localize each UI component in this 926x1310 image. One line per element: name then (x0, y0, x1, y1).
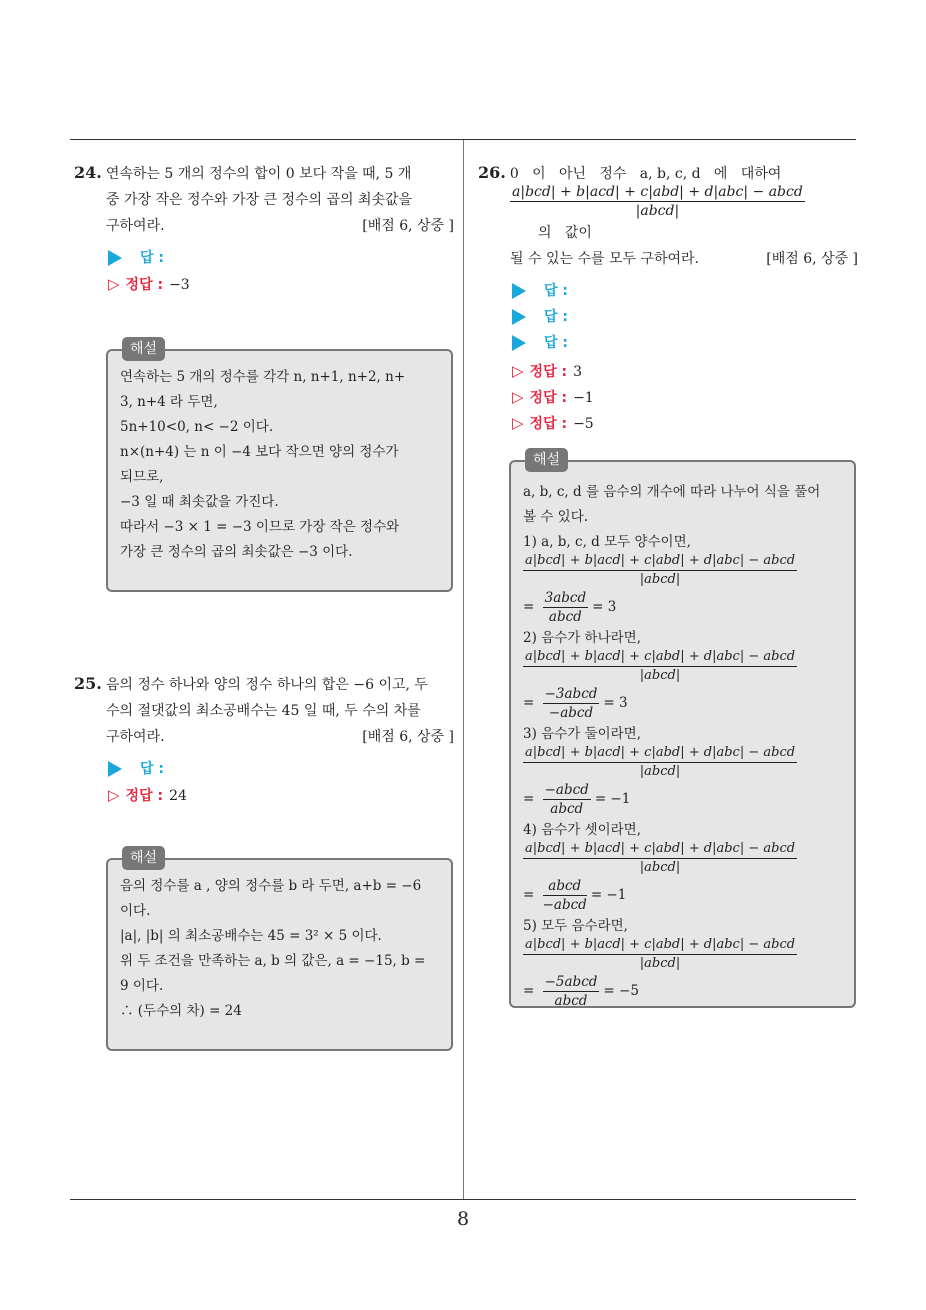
question-line: 구하여라. (106, 729, 165, 745)
case-list (523, 532, 842, 1010)
bottom-rule (70, 1199, 856, 1200)
answer-label: 답 : (544, 309, 568, 325)
explanation-tag: 해설 (525, 448, 568, 472)
correct-answer-row (512, 358, 858, 384)
explain-line: −3 일 때 최솟값을 가진다. (120, 494, 279, 510)
case-general-fraction (523, 648, 842, 685)
question-line: 수의 절댓값의 최소공배수는 45 일 때, 두 수의 차를 (106, 703, 421, 719)
fraction-denominator: |abcd| (639, 860, 681, 875)
case-result: = $\frac{\text{3abcd}}{\text{abcd}}$ = 3 (523, 590, 617, 625)
explanation-tag: 해설 (122, 337, 165, 361)
fraction-denominator: abcd (550, 801, 584, 817)
question-26-line2 (478, 183, 858, 246)
explain-line: 3, n+4 라 두면, (120, 394, 218, 410)
explain-line: 연속하는 5 개의 정수를 각각 n, n+1, n+2, n+ (120, 369, 406, 385)
case-general-fraction (523, 936, 842, 973)
answer-input-row[interactable] (108, 756, 454, 782)
hollow-arrow-icon: ▷ (108, 275, 120, 293)
case-general-fraction (523, 744, 842, 781)
fraction-denominator: −abcd (548, 705, 594, 721)
fraction-denominator: |abcd| (639, 764, 681, 779)
fraction-numerator: a|bcd| + b|acd| + c|abd| + d|abc| − abcd (523, 648, 797, 667)
correct-answer-row (512, 384, 858, 410)
question-number: 24. (74, 163, 102, 182)
explain-line: |a|, |b| 의 최소공배수는 45 = 3² × 5 이다. (120, 928, 382, 944)
explain-line: 되므로, (120, 469, 164, 485)
fraction-numerator: a|bcd| + b|acd| + c|abd| + d|abc| − abcd (523, 840, 797, 859)
play-arrow-icon (512, 283, 526, 299)
case-title: 4) 음수가 셋이라면, (523, 822, 642, 838)
fraction-numerator: 3abcd (544, 590, 587, 606)
case-general-fraction (523, 840, 842, 877)
fraction-numerator: a|bcd| + b|acd| + c|abd| + d|abc| − abcd (523, 744, 797, 763)
fraction-numerator: −5abcd (544, 974, 598, 990)
correct-label: 정답 : (529, 364, 568, 380)
explanation-tag: 해설 (122, 846, 165, 870)
correct-value: −5 (573, 416, 594, 432)
correct-label: 정답 : (125, 277, 164, 293)
case-general-fraction (523, 552, 842, 589)
case-result: = $\frac{\text{−abcd}}{\text{abcd}}$ = −1 (523, 782, 631, 817)
case-block (523, 628, 842, 722)
case-value: = 3 (603, 695, 628, 711)
explain-line: 위 두 조건을 만족하는 a, b 의 값은, a = −15, b = (120, 953, 426, 969)
explain-line: ∴ (두수의 차) = 24 (120, 1003, 242, 1019)
question-line: 연속하는 5 개의 정수의 합이 0 보다 작을 때, 5 개 (105, 166, 412, 182)
fraction-denominator: −abcd (542, 897, 587, 913)
question-line: 의 값이 (538, 225, 592, 241)
question-line: 될 수 있는 수를 모두 구하여라. (510, 251, 699, 267)
column-divider (463, 140, 464, 1200)
case-block (523, 532, 842, 626)
correct-value: −1 (573, 390, 594, 406)
answer-input-row[interactable] (512, 330, 858, 356)
hollow-arrow-icon: ▷ (108, 786, 120, 804)
case-value: = 3 (592, 599, 617, 615)
explain-line: 볼 수 있다. (523, 509, 589, 525)
fraction-numerator: a|bcd| + b|acd| + c|abd| + d|abc| − abcd (512, 184, 803, 200)
score-meta: [배점 6, 상중 ] (362, 729, 454, 745)
question-24-text (74, 160, 454, 239)
explain-line: 음의 정수를 a , 양의 정수를 b 라 두면, a+b = −6 (120, 878, 422, 894)
correct-value: −3 (169, 277, 190, 293)
question-25-text (74, 671, 454, 750)
answer-input-row[interactable] (108, 245, 454, 271)
case-title: 2) 음수가 하나라면, (523, 630, 642, 646)
correct-answer-row (512, 410, 858, 436)
correct-answer-row (108, 782, 454, 808)
case-value: = −1 (594, 791, 631, 807)
hollow-arrow-icon: ▷ (512, 414, 524, 432)
case-title: 5) 모두 음수라면, (523, 918, 628, 934)
case-result: = $\frac{\text{−5abcd}}{\text{abcd}}$ = −5 (523, 974, 639, 1009)
fraction-denominator: |abcd| (635, 203, 680, 219)
case-block (523, 724, 842, 818)
question-number: 25. (74, 674, 102, 693)
case-title: 1) a, b, c, d 모두 양수이면, (523, 534, 691, 550)
question-line: 0 이 아닌 정수 a, b, c, d 에 대하여 (509, 166, 782, 182)
score-meta: [배점 6, 상중 ] (362, 218, 454, 234)
question-line: 중 가장 작은 정수와 가장 큰 정수의 곱의 최솟값을 (106, 192, 413, 208)
fraction-denominator: abcd (554, 993, 588, 1009)
question-25 (74, 671, 454, 808)
correct-label: 정답 : (125, 788, 164, 804)
score-meta: [배점 6, 상중 ] (766, 251, 858, 267)
answer-label: 답 : (544, 283, 568, 299)
question-24 (74, 160, 454, 297)
correct-label: 정답 : (529, 416, 568, 432)
explanation-box-26 (509, 452, 856, 1009)
question-line: 음의 정수 하나와 양의 정수 하나의 합은 −6 이고, 두 (105, 677, 428, 693)
answer-label: 답 : (140, 761, 164, 777)
correct-answer-row (108, 271, 454, 297)
play-arrow-icon (512, 309, 526, 325)
answer-input-row[interactable] (512, 278, 858, 304)
explanation-box-24 (106, 341, 453, 592)
answer-input-row[interactable] (512, 304, 858, 330)
fraction-numerator: a|bcd| + b|acd| + c|abd| + d|abc| − abcd (523, 936, 797, 955)
fraction-denominator: abcd (548, 609, 582, 625)
page-number: 8 (456, 1208, 470, 1230)
question-26 (478, 160, 858, 436)
question-fraction (510, 183, 805, 220)
answer-label: 답 : (140, 250, 164, 266)
question-number: 26. (478, 163, 506, 182)
case-result: = $\frac{\text{−3abcd}}{\text{−abcd}}$ = 3 (523, 686, 628, 721)
explain-line: a, b, c, d 를 음수의 개수에 따라 나누어 식을 풀어 (523, 484, 821, 500)
question-line: 구하여라. (106, 218, 165, 234)
correct-value: 3 (573, 364, 582, 380)
correct-value: 24 (169, 788, 187, 804)
fraction-numerator: −3abcd (544, 686, 598, 702)
hollow-arrow-icon: ▷ (512, 388, 524, 406)
hollow-arrow-icon: ▷ (512, 362, 524, 380)
explain-line: 가장 큰 정수의 곱의 최솟값은 −3 이다. (120, 544, 353, 560)
explain-line: 9 이다. (120, 978, 164, 994)
case-block (523, 820, 842, 914)
case-value: = −5 (603, 983, 639, 999)
question-26-line3 (478, 246, 858, 272)
play-arrow-icon (108, 250, 122, 266)
fraction-numerator: a|bcd| + b|acd| + c|abd| + d|abc| − abcd (523, 552, 797, 571)
fraction-numerator: abcd (543, 877, 587, 896)
answer-label: 답 : (544, 335, 568, 351)
play-arrow-icon (108, 761, 122, 777)
explain-line: 따라서 −3 × 1 = −3 이므로 가장 작은 정수와 (120, 519, 400, 535)
case-result: = $\frac{\text{abcd}}{\text{−abcd}}$ = −1 (523, 878, 627, 913)
explain-line: n×(n+4) 는 n 이 −4 보다 작으면 양의 정수가 (120, 444, 399, 460)
explain-line: 이다. (120, 903, 151, 919)
explanation-box-25 (106, 850, 453, 1051)
case-block (523, 916, 842, 1010)
case-value: = −1 (590, 887, 627, 903)
correct-label: 정답 : (529, 390, 568, 406)
fraction-denominator: |abcd| (639, 956, 681, 971)
explain-line: 5n+10<0, n< −2 이다. (120, 419, 274, 435)
fraction-denominator: |abcd| (639, 572, 681, 587)
play-arrow-icon (512, 335, 526, 351)
fraction-denominator: |abcd| (639, 668, 681, 683)
fraction-numerator: −abcd (544, 782, 589, 798)
case-title: 3) 음수가 둘이라면, (523, 726, 642, 742)
